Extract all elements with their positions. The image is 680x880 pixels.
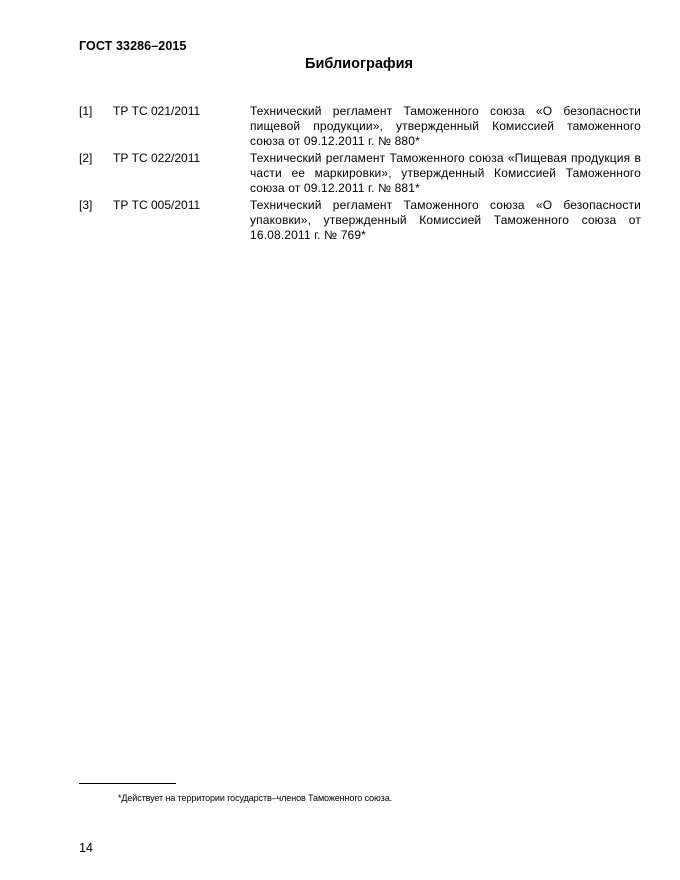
document-code: ГОСТ 33286–2015: [79, 39, 187, 53]
page-number: 14: [79, 841, 93, 855]
entry-code: ТР ТС 021/2011: [113, 104, 201, 118]
bibliography-list: [79, 104, 641, 245]
entry-text: Технический регламент Таможенного союза «О безопасности пищевой продукции», утвержденный Комиссией таможенного союза от 09.12.2011 г. № 880*: [250, 104, 641, 148]
entry-text: Технический регламент Таможенного союза «Пищевая продукция в части ее маркировки», утвержденный Комиссией Таможенного союза от 09.12.2011 г. № 881*: [250, 151, 641, 195]
bibliography-entry: [79, 198, 641, 243]
entry-number: [3]: [79, 198, 93, 212]
entry-code: ТР ТС 022/2011: [113, 151, 201, 165]
entry-number: [2]: [79, 151, 93, 165]
bibliography-entry: [79, 104, 641, 149]
bibliography-entry: [79, 151, 641, 196]
entry-number: [1]: [79, 104, 93, 118]
entry-code: ТР ТС 005/2011: [113, 198, 201, 212]
page-title: Библиография: [305, 56, 413, 72]
footnote-divider: [79, 783, 176, 784]
footnote: *Действует на территории государств–членов Таможенного союза.: [118, 793, 392, 803]
entry-text: Технический регламент Таможенного союза «О безопасности упаковки», утвержденный Комиссией Таможенного союза от 16.08.2011 г. № 769*: [250, 198, 641, 242]
